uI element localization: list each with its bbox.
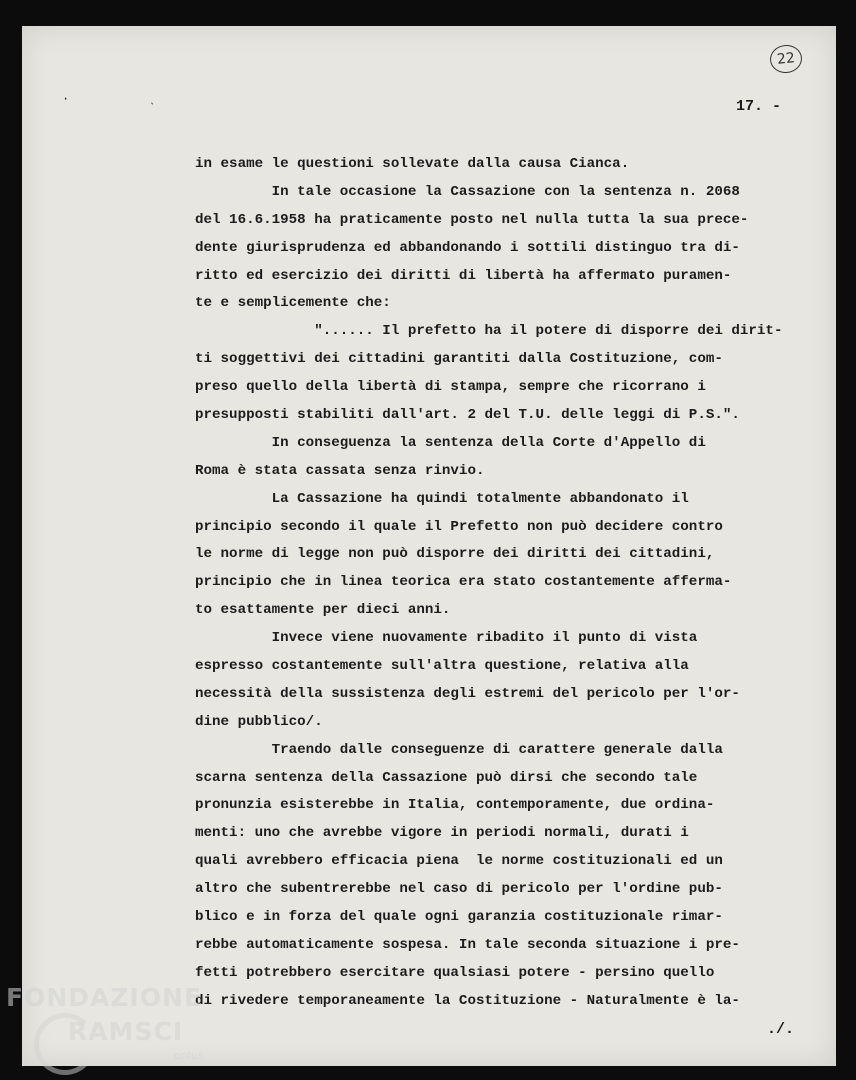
text-line: "...... Il prefetto ha il potere di disporre dei dirit- — [195, 323, 783, 340]
document-page — [22, 26, 836, 1066]
text-line: principio che in linea teorica era stato costantemente afferma- — [195, 574, 732, 591]
text-line: ritto ed esercizio dei diritti di libertà ha affermato puramen- — [195, 267, 732, 284]
text-line: pronunzia esisterebbe in Italia, contemporamente, due ordina- — [195, 797, 715, 814]
page-number: 17. - — [736, 98, 782, 115]
text-line: quali avrebbero efficacia piena le norme costituzionali ed un — [195, 853, 723, 870]
text-line: to esattamente per dieci anni. — [195, 602, 451, 619]
text-line: In conseguenza la sentenza della Corte d'Appello di — [195, 434, 706, 451]
fondazione-gramsci-watermark — [6, 983, 226, 1073]
text-line: in esame le questioni sollevate dalla causa Cianca. — [195, 156, 630, 172]
archive-number-stamp: 22 — [769, 43, 804, 74]
text-line: le norme di legge non può disporre dei diritti dei cittadini, — [195, 546, 715, 563]
continuation-mark: ./. — [767, 1021, 795, 1038]
text-line: dine pubblico/. — [195, 713, 323, 730]
watermark-line2: RAMSCI — [68, 1017, 184, 1046]
text-line: fetti potrebbero esercitare qualsiasi potere - persino quello — [195, 964, 715, 981]
watermark-line1: FONDAZIONE — [6, 983, 203, 1012]
text-line: In tale occasione la Cassazione con la sentenza n. 2068 — [195, 183, 740, 200]
text-line: presupposti stabiliti dall'art. 2 del T.U. delle leggi di P.S.". — [195, 407, 740, 424]
text-line: espresso costantemente sull'altra questione, relativa alla — [195, 658, 689, 675]
text-line: principio secondo il quale il Prefetto non può decidere contro — [195, 518, 723, 535]
text-line: altro che subentrerebbe nel caso di pericolo per l'ordine pub- — [195, 881, 723, 898]
paper-specks: · ˎ — [62, 92, 192, 106]
text-line: blico e in forza del quale ogni garanzia costituzionale rimar- — [195, 909, 723, 926]
text-line: ti soggettivi dei cittadini garantiti dalla Costituzione, com- — [195, 351, 723, 368]
text-line: rebbe automaticamente sospesa. In tale seconda situazione i pre- — [195, 936, 740, 953]
text-line: di rivedere temporaneamente la Costituzione - Naturalmente è la- — [195, 992, 740, 1009]
watermark-sub: onlus — [174, 1049, 204, 1062]
text-line: Invece viene nuovamente ribadito il punto di vista — [195, 630, 698, 647]
typewritten-text — [195, 151, 835, 1016]
text-line: La Cassazione ha quindi totalmente abbandonato il — [195, 490, 689, 507]
text-line: dente giurisprudenza ed abbandonando i sottili distinguo tra di- — [195, 239, 740, 256]
text-line: scarna sentenza della Cassazione può dirsi che secondo tale — [195, 769, 698, 786]
text-line: del 16.6.1958 ha praticamente posto nel nulla tutta la sua prece- — [195, 211, 749, 228]
text-line: Roma è stata cassata senza rinvio. — [195, 462, 485, 479]
text-line: preso quello della libertà di stampa, sempre che ricorrano i — [195, 379, 706, 396]
text-line: menti: uno che avrebbe vigore in periodi normali, durati i — [195, 825, 689, 842]
text-line: Traendo dalle conseguenze di carattere generale dalla — [195, 741, 723, 758]
text-line: necessità della sussistenza degli estremi del pericolo per l'or- — [195, 685, 740, 702]
text-line: te e semplicemente che: — [195, 295, 391, 312]
